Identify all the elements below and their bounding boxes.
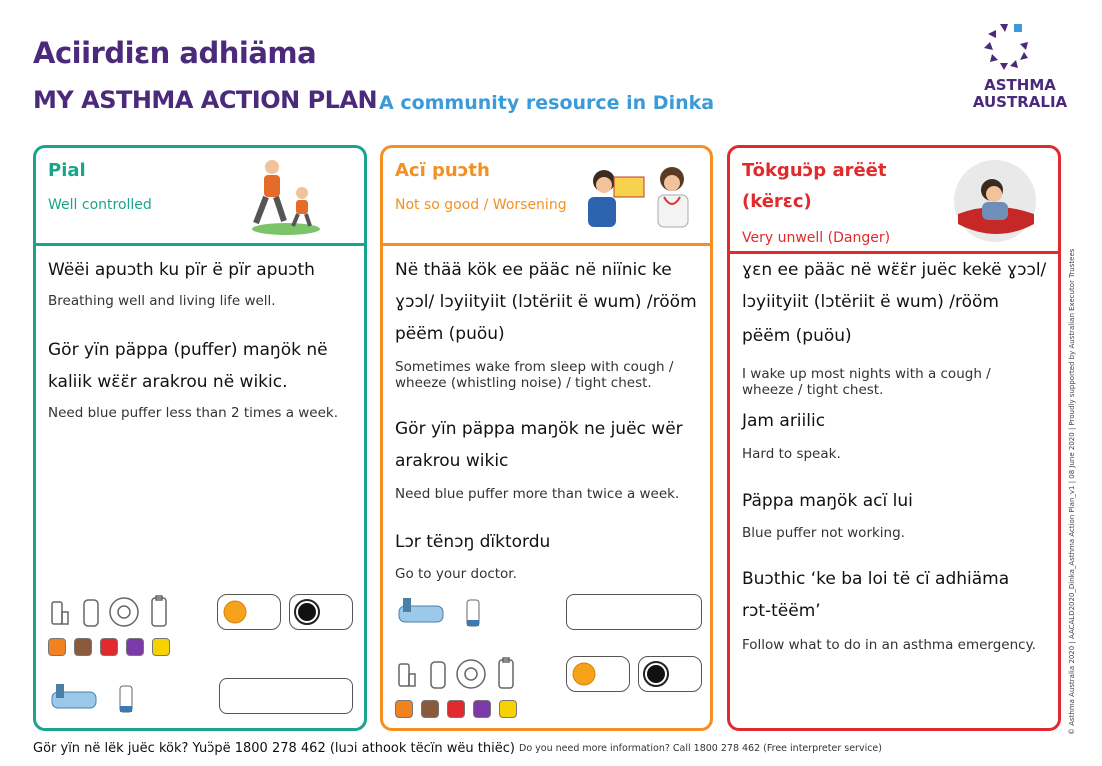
card-header (36, 148, 364, 246)
device-icons-row (48, 594, 178, 630)
page-title: MY ASTHMA ACTION PLAN (33, 86, 378, 114)
card-well-controlled (33, 145, 367, 731)
text-dinka-1a: ɣɛn ee pääc në wɛ̈ɛ̈r juëc kekë ɣɔɔl/ (742, 260, 1047, 280)
night-dose-box (289, 594, 353, 630)
puffer-icon (431, 662, 445, 688)
text-dinka-1c: pëëm (puöu) (395, 324, 505, 344)
text-dinka-2: Jam ariilic (742, 411, 826, 431)
text-en-1b: wheeze / tight chest. (742, 382, 884, 398)
card-header (730, 148, 1058, 254)
text-dinka-4b: rɔt-tëëm’ (742, 601, 821, 621)
text-en-1a: I wake up most nights with a cough / (742, 366, 991, 382)
sun-icon (570, 660, 598, 688)
text-dinka-3: Päppa maŋök acï lui (742, 491, 913, 511)
text-dinka-2a: Gör yïn päppa (puffer) maŋök në (48, 340, 328, 360)
card-subtitle: Very unwell (Danger) (742, 230, 891, 246)
morning-dose-box (566, 656, 630, 692)
dose-entry-box (219, 678, 353, 714)
color-swatch-orange (48, 638, 66, 656)
inhaler-icon (52, 602, 68, 624)
text-en-2: Need blue puffer less than 2 times a week. (48, 405, 339, 421)
footer-english: Do you need more information? Call 1800 278 462 (Free interpreter service) (519, 743, 882, 754)
color-swatch-orange (395, 700, 413, 718)
inhaler-icon (399, 664, 415, 686)
text-dinka-1b: ɣɔɔl/ lɔyiityiit (lɔtëriit ë wum) /rööm (395, 292, 697, 312)
moon-icon (293, 598, 321, 626)
text-dinka-2b: kaliik wɛ̈ɛ̈r arakrou në wikic. (48, 372, 288, 392)
text-dinka-4a: Buɔthic ‘ke ba loi të cï adhiäma (742, 569, 1010, 589)
side-copyright-text: © Asthma Australia 2020 | AACALD2020_Dinka_Asthma Action Plan_v1 | 08 June 2020 | Proudly supported by Australian Executor Trustees (1068, 248, 1076, 735)
text-en-2: Hard to speak. (742, 446, 841, 462)
text-en-2: Need blue puffer more than twice a week. (395, 486, 680, 502)
color-swatch-yellow (152, 638, 170, 656)
text-dinka-1b: lɔyiityiit (lɔtëriit ë wum) /rööm (742, 292, 999, 312)
text-dinka-1a: Në thää kök ee pääc në niïnic ke (395, 260, 672, 280)
morning-dose-box (217, 594, 281, 630)
text-dinka-2a: Gör yïn päppa maŋök ne juëc wër (395, 419, 683, 439)
logo-line-2: AUSTRALIA (972, 93, 1068, 111)
night-dose-box (638, 656, 702, 692)
color-swatch-red (447, 700, 465, 718)
text-dinka-2b: arakrou wikic (395, 451, 509, 471)
color-swatch-brown (421, 700, 439, 718)
doctor-visit-illustration (576, 163, 706, 233)
puffer-icon (84, 600, 98, 626)
color-swatch-yellow (499, 700, 517, 718)
text-en-3: Blue puffer not working. (742, 525, 905, 541)
text-dinka-1: Wëëi apuɔth ku pïr ë pïr apuɔth (48, 260, 315, 280)
card-header (383, 148, 710, 246)
color-swatch-purple (473, 700, 491, 718)
sick-person-illustration (952, 158, 1038, 244)
spray-icon (499, 658, 513, 688)
subtitle: A community resource in Dinka (379, 92, 715, 114)
spacer-inhaler-icon (395, 594, 485, 630)
card-title: Tökguɔ̈p arëët (742, 160, 887, 181)
logo-text (972, 77, 1068, 111)
dose-entry-box (566, 594, 702, 630)
disk-inhaler-icon (457, 660, 485, 688)
footer-dinka: Gör yïn në lëk juëc kök? Yuɔ̈pë 1800 278 462 (luɔi athook tëcïn wëu thiëc) (33, 741, 515, 756)
text-dinka-3: Lɔr tënɔŋ dïktordu (395, 532, 551, 552)
text-en-3: Go to your doctor. (395, 566, 517, 582)
logo-mark-icon (970, 18, 1070, 78)
sun-icon (221, 598, 249, 626)
device-icons-row (395, 656, 525, 692)
card-title-2: (kërɛc) (742, 191, 812, 212)
text-en-1a: Sometimes wake from sleep with cough / (395, 359, 674, 375)
color-swatch-red (100, 638, 118, 656)
text-dinka-1c: pëëm (puöu) (742, 326, 852, 346)
color-swatch-brown (74, 638, 92, 656)
logo-line-1: ASTHMA (984, 76, 1056, 94)
card-title: Pial (48, 160, 86, 181)
text-en-4: Follow what to do in an asthma emergency. (742, 637, 1036, 653)
card-subtitle: Not so good / Worsening (395, 197, 567, 213)
text-en-1b: wheeze (whistling noise) / tight chest. (395, 375, 652, 391)
moon-icon (642, 660, 670, 688)
disk-inhaler-icon (110, 598, 138, 626)
card-title: Acï puɔth (395, 160, 490, 181)
title-dinka: Aciirdiɛn adhiäma (33, 36, 317, 70)
card-danger (727, 145, 1061, 731)
running-family-illustration (246, 153, 321, 238)
spray-icon (152, 596, 166, 626)
card-subtitle: Well controlled (48, 197, 152, 213)
spacer-inhaler-icon (48, 680, 138, 716)
card-worsening (380, 145, 713, 731)
text-en-1: Breathing well and living life well. (48, 293, 276, 309)
color-swatch-purple (126, 638, 144, 656)
